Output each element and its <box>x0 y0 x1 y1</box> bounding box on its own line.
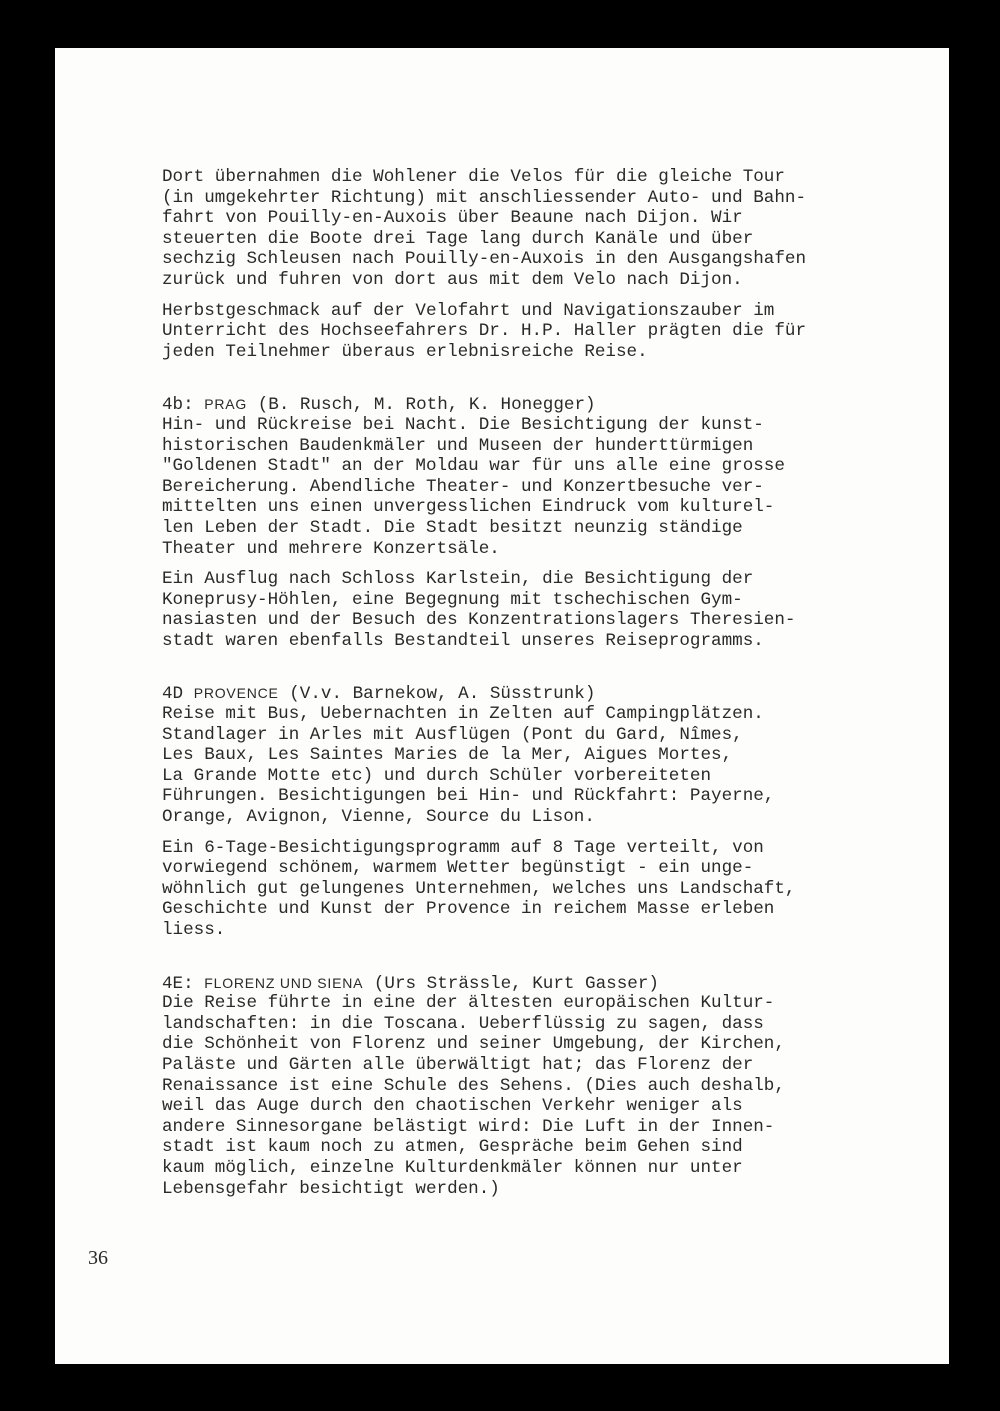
document-page <box>55 48 949 1364</box>
section-provence <box>162 683 892 827</box>
text-line: (in umgekehrter Richtung) mit anschliessender Auto- und Bahn- <box>162 187 807 208</box>
text-line: Bereicherung. Abendliche Theater- und Konzertbesuche ver- <box>162 476 764 497</box>
text-line: fahrt von Pouilly-en-Auxois über Beaune nach Dijon. Wir <box>162 208 743 229</box>
page-number: 36 <box>88 1247 108 1269</box>
section-heading <box>162 973 892 994</box>
text-line: "Goldenen Stadt" an der Moldau war für uns alle eine grosse <box>162 456 785 477</box>
text-line: Unterricht des Hochseefahrers Dr. H.P. Haller prägten die für <box>162 321 807 342</box>
text-line: sechzig Schleusen nach Pouilly-en-Auxois in den Ausgangshafen <box>162 249 807 270</box>
section-heading <box>162 683 892 704</box>
text-line: andere Sinnesorgane belästigt wird: Die Luft in der Innen- <box>162 1116 775 1137</box>
text-line: historischen Baudenkmäler und Museen der hunderttürmigen <box>162 435 754 456</box>
text-line: Koneprusy-Höhlen, eine Begegnung mit tschechischen Gym- <box>162 589 743 610</box>
text-line: La Grande Motte etc) und durch Schüler vorbereiteten <box>162 765 712 786</box>
section-prag <box>162 394 892 559</box>
text-line: die Schönheit von Florenz und seiner Umgebung, der Kirchen, <box>162 1034 785 1055</box>
text-line: Herbstgeschmack auf der Velofahrt und Navigationszauber im <box>162 300 775 321</box>
section-code: 4b: <box>162 395 194 416</box>
section-leaders: (B. Rusch, M. Roth, K. Honegger) <box>257 395 596 416</box>
section-code: 4D <box>162 684 184 705</box>
text-line: liess. <box>162 920 226 940</box>
text-line: mittelten uns einen unvergesslichen Eindruck vom kulturel- <box>162 497 775 518</box>
text-line: jeden Teilnehmer überaus erlebnisreiche Reise. <box>162 341 648 362</box>
text-line: Renaissance ist eine Schule des Sehens. (Dies auch deshalb, <box>162 1075 785 1096</box>
text-line: Standlager in Arles mit Ausflügen (Pont du Gard, Nîmes, <box>162 724 743 745</box>
text-line: Lebensgefahr besichtigt werden.) <box>162 1178 500 1199</box>
text-line: Geschichte und Kunst der Provence in reichem Masse erleben <box>162 899 775 920</box>
text-line: zurück und fuhren von dort aus mit dem Velo nach Dijon. <box>162 269 743 290</box>
text-line: Hin- und Rückreise bei Nacht. Die Besichtigung der kunst- <box>162 414 764 435</box>
text-line: Paläste und Gärten alle überwältigt hat; das Florenz der <box>162 1054 754 1075</box>
section-code: 4E: <box>162 973 194 994</box>
text-line: Les Baux, Les Saintes Maries de la Mer, Aigues Mortes, <box>162 745 733 766</box>
text-line: Theater und mehrere Konzertsäle. <box>162 538 500 559</box>
text-line: nasiasten und der Besuch des Konzentrationslagers Theresien- <box>162 610 796 631</box>
text-line: kaum möglich, einzelne Kulturdenkmäler können nur unter <box>162 1157 743 1178</box>
text-line: Orange, Avignon, Vienne, Source du Lison. <box>162 807 595 828</box>
section-leaders: (Urs Strässle, Kurt Gasser) <box>373 973 659 994</box>
text-line: vorwiegend schönem, warmem Wetter begünstigt - ein unge- <box>162 858 754 879</box>
text-line: weil das Auge durch den chaotischen Verkehr weniger als <box>162 1096 743 1117</box>
text-line: Die Reise führte in eine der ältesten europäischen Kultur- <box>162 993 775 1014</box>
text-line: stadt waren ebenfalls Bestandteil unseres Reiseprogramms. <box>162 630 764 651</box>
text-line: landschaften: in die Toscana. Ueberflüssig zu sagen, dass <box>162 1013 764 1034</box>
intro-paragraph-1 <box>162 167 892 291</box>
section-title: PROVENCE <box>193 685 279 702</box>
text-line: Führungen. Besichtigungen bei Hin- und Rückfahrt: Payerne, <box>162 786 775 807</box>
text-line: stadt ist kaum noch zu atmen, Gespräche beim Gehen sind <box>162 1137 743 1158</box>
text-line: Ein 6-Tage-Besichtigungsprogramm auf 8 Tage verteilt, von <box>162 837 764 858</box>
text-line: steuerten die Boote drei Tage lang durch Kanäle und über <box>162 228 754 249</box>
text-line: wöhnlich gut gelungenes Unternehmen, welches uns Landschaft, <box>162 878 796 899</box>
text-line: Ein Ausflug nach Schloss Karlstein, die Besichtigung der <box>162 569 754 590</box>
section-leaders: (V.v. Barnekow, A. Süsstrunk) <box>289 684 596 705</box>
section-heading <box>162 394 892 415</box>
intro-paragraph-2 <box>162 301 892 363</box>
section-title: PRAG <box>204 396 248 413</box>
provence-paragraph-2 <box>162 838 892 941</box>
section-title: FLORENZ UND SIENA <box>204 974 364 991</box>
text-line: Dort übernahmen die Wohlener die Velos für die gleiche Tour <box>162 167 785 187</box>
text-line: Reise mit Bus, Uebernachten in Zelten auf Campingplätzen. <box>162 704 764 725</box>
prag-paragraph-2 <box>162 569 892 651</box>
text-line: len Leben der Stadt. Die Stadt besitzt neunzig ständige <box>162 517 743 538</box>
document-body <box>162 167 892 1209</box>
section-florenz <box>162 973 892 1200</box>
